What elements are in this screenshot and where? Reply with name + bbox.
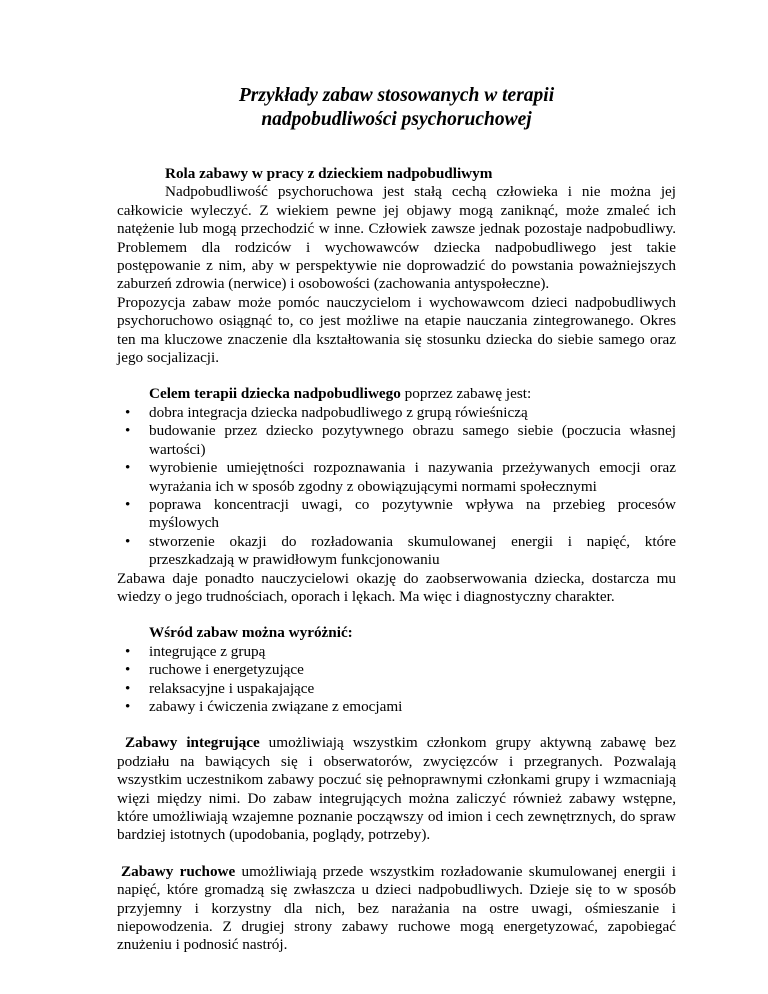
list-item: • budowanie przez dziecko pozytywnego obrazu samego siebie (poczucia własnej wartości)	[149, 422, 676, 459]
list-item: • integrujące z grupą	[149, 643, 676, 661]
list-item: • stworzenie okazji do rozładowania skumulowanej energii i napięć, które przeszkadzają w prawidłowym funkcjonowaniu	[149, 533, 676, 570]
list-item: • dobra integracja dziecka nadpobudliwego z grupą rówieśniczą	[149, 404, 676, 422]
integrating-lead-plain: Zabawy	[125, 734, 187, 752]
integrating-paragraph	[117, 734, 676, 844]
list-item: • poprawa koncentracji uwagi, co pozytywnie wpływa na przebieg procesów myślowych	[149, 496, 676, 533]
list-item: • zabawy i ćwiczenia związane z emocjami	[149, 698, 676, 716]
goals-closing-paragraph: Zabawa daje ponadto nauczycielowi okazję do zaobserwowania dziecka, dostarcza mu wiedzy o jego trudnościach, oporach i lękach. Ma więc i diagnostyczny charakter.	[117, 569, 676, 605]
title-line-1: Przykłady zabaw stosowanych w terapii	[238, 85, 555, 106]
movement-text: umożliwiają przede wszystkim rozładowanie skumulowanej energii i napięć, które gromadzą się zwłaszcza u dzieci nadpobudliwych. Dzieje się to w sposób przyjemny i korzystny dla nich, bez narażania na ostre uwagi, ośmieszanie i niepowodzenia. Z drugiej strony zabawy ruchowe mogą energetyzować, zapobiegać znużeniu i podnosić nastrój.	[117, 862, 676, 954]
document-title	[117, 84, 676, 132]
goals-heading	[149, 385, 676, 403]
integrating-text: umożliwiają wszystkim członkom grupy aktywną zabawę bez podziału na bawiących się i obserwatorów, zwycięzców i przegranych. Pozwalają wszystkim uczestnikom zabawy poczuć się pełnoprawnymi członkami grupy i wzmacniają więzi między nimi. Do zabaw integrujących można zaliczyć również zabawy wstępne, które umożliwiają wzajemne poznanie począwszy od imion i cech zewnętrznych, do spraw bardziej istotnych (upodobania, poglądy, potrzeby).	[117, 734, 676, 844]
types-list	[117, 643, 676, 717]
goals-list	[117, 404, 676, 570]
intro-heading: Rola zabawy w pracy z dzieckiem nadpobudliwym	[165, 165, 493, 182]
integrating-lead-bold: integrujące	[186, 734, 260, 752]
movement-lead-bold: Zabawy ruchowe	[121, 862, 236, 880]
types-heading: Wśród zabaw można wyróżnić:	[149, 624, 353, 642]
goals-heading-rest: poprzez zabawę jest:	[400, 385, 532, 403]
goals-heading-bold: Celem terapii dziecka nadpobudliwego	[149, 385, 401, 403]
movement-paragraph	[117, 863, 676, 955]
title-line-2: nadpobudliwości psychoruchowej	[261, 109, 532, 130]
list-item: • ruchowe i energetyzujące	[149, 661, 676, 679]
intro-paragraph-1: Nadpobudliwość psychoruchowa jest stałą cechą człowieka i nie można jej całkowicie wyleczyć. Z wiekiem pewne jej objawy mogą zaniknąć, może zmaleć ich natężenie lub mogą przechodzić w inne. Człowiek zawsze jednak pozostaje nadpobudliwy. Problemem dla rodziców i wychowawców dziecka nadpobudliwego jest takie postępowanie z nim, aby w perspektywie nie doprowadzić do powstania poważniejszych zaburzeń zdrowia (nerwice) i osobowości (zachowania antyspołeczne).	[117, 183, 676, 293]
list-item: • relaksacyjne i uspakajające	[149, 680, 676, 698]
list-item: • wyrobienie umiejętności rozpoznawania i nazywania przeżywanych emocji oraz wyrażania ich w sposób zgodny z obowiązującymi normami społecznymi	[149, 459, 676, 496]
intro-paragraph-2: Propozycja zabaw może pomóc nauczycielom i wychowawcom dzieci nadpobudliwych psychoruchowo osiągnąć to, co jest możliwe na etapie nauczania zintegrowanego. Okres ten ma kluczowe znaczenie dla kształtowania się stosunku dziecka do siebie samego oraz jego socjalizacji.	[117, 293, 676, 367]
